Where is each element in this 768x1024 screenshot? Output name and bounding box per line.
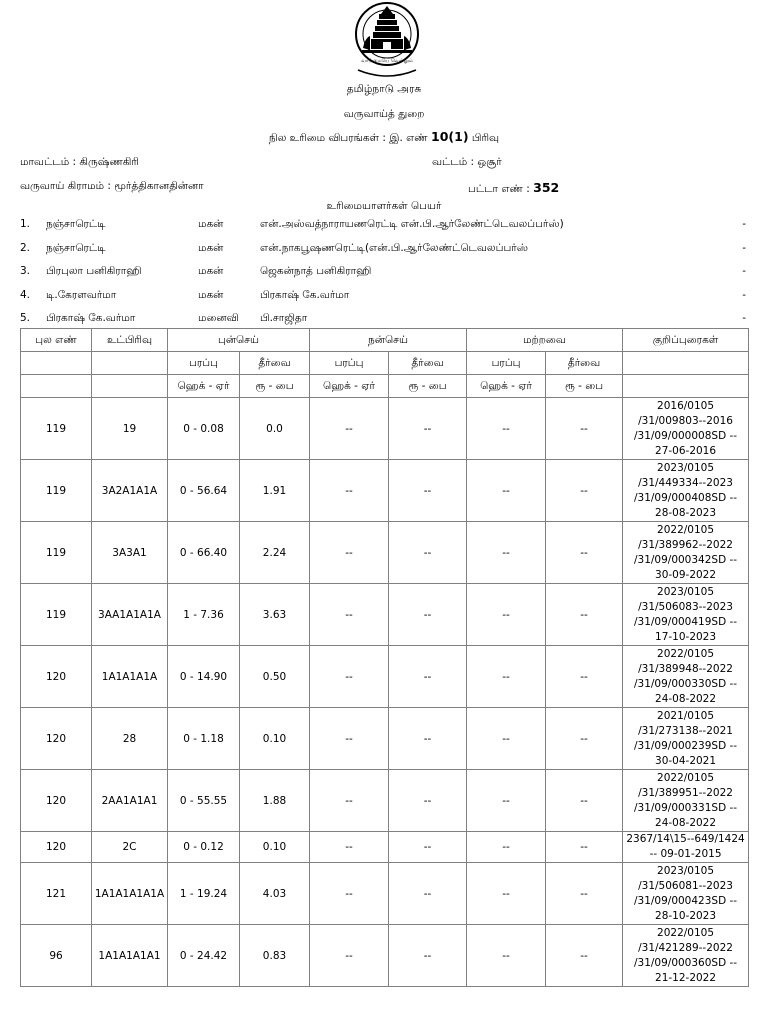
punjai-tax-cell: 0.10: [240, 832, 310, 863]
header-others: மற்றவை: [467, 329, 623, 352]
survey-number-cell: 119: [21, 398, 92, 460]
remarks-cell: 2022/0105 /31/389948--2022 /31/09/000330SD -- 24-08-2022: [623, 646, 749, 708]
village-label: வருவாய் கிராமம் : மூர்த்திகானதின்னா: [20, 180, 204, 192]
others-area-cell: --: [467, 863, 546, 925]
nanjai-area-cell: --: [310, 770, 389, 832]
punjai-area-cell: 0 - 24.42: [168, 925, 240, 987]
subdivision-cell: 3A3A1: [92, 522, 168, 584]
department-name: வருவாய்த் துறை: [343, 108, 425, 120]
owner-relation: மகன்: [198, 265, 224, 277]
remarks-cell: 2021/0105 /31/273138--2021 /31/09/000239SD -- 30-04-2021: [623, 708, 749, 770]
svg-text:வாய்மையே வெல்லும்: வாய்மையே வெல்லும்: [361, 58, 413, 64]
owner-father-name: என்.நாகபூஷணரெட்டி(என்.பி.ஆர்லேண்ட்டெவலப்பர்ஸ்: [260, 241, 529, 254]
nanjai-tax-cell: --: [389, 863, 467, 925]
punjai-tax-cell: 4.03: [240, 863, 310, 925]
patta-number: 352: [533, 180, 560, 195]
owner-number: 5.: [20, 312, 31, 324]
others-area-cell: --: [467, 708, 546, 770]
title-prefix: நில உரிமை விபரங்கள் : இ. எண்: [268, 132, 428, 144]
table-row: [21, 832, 749, 863]
subdivision-cell: 3AA1A1A1A: [92, 584, 168, 646]
owner-name: நஞ்சாரெட்டி: [46, 218, 106, 230]
owner-dash: -: [742, 288, 746, 301]
nanjai-tax-cell: --: [389, 832, 467, 863]
header-punjai-area: பரப்பு: [168, 352, 240, 375]
table-row: [21, 708, 749, 770]
survey-number-cell: 121: [21, 863, 92, 925]
subdivision-cell: 19: [92, 398, 168, 460]
remarks-cell: 2023/0105 /31/449334--2023 /31/09/000408SD -- 28-08-2023: [623, 460, 749, 522]
punjai-area-cell: 0 - 0.08: [168, 398, 240, 460]
header-nanjai-area-unit: ஹெக் - ஏர்: [310, 375, 389, 398]
nanjai-tax-cell: --: [389, 646, 467, 708]
others-area-cell: --: [467, 398, 546, 460]
header-others-area-unit: ஹெக் - ஏர்: [467, 375, 546, 398]
remarks-cell: 2023/0105 /31/506081--2023 /31/09/000423SD -- 28-10-2023: [623, 863, 749, 925]
owner-name: டி.கேரளவர்மா: [46, 288, 117, 301]
table-row: [21, 584, 749, 646]
others-tax-cell: --: [546, 770, 623, 832]
punjai-area-cell: 0 - 14.90: [168, 646, 240, 708]
patta-label: [468, 180, 559, 196]
header-punjai: புன்செய்: [168, 329, 310, 352]
nanjai-area-cell: --: [310, 398, 389, 460]
nanjai-area-cell: --: [310, 584, 389, 646]
punjai-tax-cell: 0.50: [240, 646, 310, 708]
owner-name: பிரபுலா பனிகிராஹி: [46, 265, 142, 277]
header-survey-number: புல எண்: [21, 329, 92, 352]
patta-prefix: பட்டா எண் :: [468, 183, 530, 195]
owner-relation: மனைவி: [198, 312, 239, 324]
owner-number: 2.: [20, 241, 31, 254]
survey-number-cell: 120: [21, 708, 92, 770]
others-area-cell: --: [467, 584, 546, 646]
remarks-cell: 2022/0105 /31/389962--2022 /31/09/000342SD -- 30-09-2022: [623, 522, 749, 584]
land-records-table: [20, 328, 749, 987]
others-area-cell: --: [467, 646, 546, 708]
owner-dash: -: [742, 265, 746, 277]
subdivision-cell: 1A1A1A1A: [92, 646, 168, 708]
nanjai-area-cell: --: [310, 832, 389, 863]
nanjai-tax-cell: --: [389, 460, 467, 522]
header-others-tax-unit: ரூ - பை: [546, 375, 623, 398]
owner-father-name: என்.அஸ்வத்நாராயணரெட்டி என்.பி.ஆர்லேண்ட்டெவலப்பர்ஸ்): [260, 218, 564, 230]
survey-number-cell: 120: [21, 832, 92, 863]
survey-number-cell: 120: [21, 646, 92, 708]
nanjai-tax-cell: --: [389, 398, 467, 460]
others-tax-cell: --: [546, 863, 623, 925]
punjai-area-cell: 0 - 1.18: [168, 708, 240, 770]
nanjai-tax-cell: --: [389, 770, 467, 832]
header-others-tax: தீர்வை: [546, 352, 623, 375]
punjai-area-cell: 0 - 55.55: [168, 770, 240, 832]
punjai-tax-cell: 0.10: [240, 708, 310, 770]
others-tax-cell: --: [546, 522, 623, 584]
header-punjai-tax: தீர்வை: [240, 352, 310, 375]
others-tax-cell: --: [546, 398, 623, 460]
nanjai-area-cell: --: [310, 863, 389, 925]
owner-dash: -: [742, 218, 746, 230]
district-label: மாவட்டம் : கிருஷ்ணகிரி: [20, 156, 139, 168]
nanjai-area-cell: --: [310, 708, 389, 770]
owner-relation: மகன்: [198, 218, 224, 230]
survey-number-cell: 119: [21, 522, 92, 584]
owner-father-name: பிரகாஷ் கே.வர்மா: [260, 288, 350, 301]
others-area-cell: --: [467, 460, 546, 522]
owner-name: பிரகாஷ் கே.வர்மா: [46, 312, 136, 324]
others-area-cell: --: [467, 832, 546, 863]
header-others-area: பரப்பு: [467, 352, 546, 375]
remarks-cell: 2367/14\15--649/1424 -- 09-01-2015: [623, 832, 749, 863]
header-nanjai: நன்செய்: [310, 329, 467, 352]
punjai-area-cell: 1 - 19.24: [168, 863, 240, 925]
header-nanjai-tax: தீர்வை: [389, 352, 467, 375]
others-tax-cell: --: [546, 646, 623, 708]
owner-name: நஞ்சாரெட்டி: [46, 241, 106, 254]
subdivision-cell: 1A1A1A1A1: [92, 925, 168, 987]
others-tax-cell: --: [546, 460, 623, 522]
title-number: 10(1): [431, 129, 469, 144]
others-area-cell: --: [467, 522, 546, 584]
others-tax-cell: --: [546, 584, 623, 646]
owner-father-name: பி.சாஜிதா: [260, 312, 308, 324]
header-punjai-tax-unit: ரூ - பை: [240, 375, 310, 398]
table-row: [21, 925, 749, 987]
punjai-area-cell: 0 - 66.40: [168, 522, 240, 584]
table-row: [21, 460, 749, 522]
subdivision-cell: 2C: [92, 832, 168, 863]
header-remarks: குறிப்புரைகள்: [623, 329, 749, 352]
table-row: [21, 398, 749, 460]
owner-row: [20, 265, 748, 281]
nanjai-tax-cell: --: [389, 522, 467, 584]
table-row: [21, 646, 749, 708]
punjai-tax-cell: 1.91: [240, 460, 310, 522]
owner-number: 4.: [20, 288, 31, 301]
owner-row: [20, 312, 748, 328]
remarks-cell: 2016/0105 /31/009803--2016 /31/09/000008SD -- 27-06-2016: [623, 398, 749, 460]
punjai-tax-cell: 0.83: [240, 925, 310, 987]
punjai-area-cell: 1 - 7.36: [168, 584, 240, 646]
subdivision-cell: 28: [92, 708, 168, 770]
land-records-body: [21, 398, 749, 987]
remarks-cell: 2022/0105 /31/421289--2022 /31/09/000360SD -- 21-12-2022: [623, 925, 749, 987]
header-nanjai-area: பரப்பு: [310, 352, 389, 375]
owner-father-name: ஜெகன்நாத் பனிகிராஹி: [260, 265, 372, 277]
table-row: [21, 770, 749, 832]
subdivision-cell: 1A1A1A1A1A: [92, 863, 168, 925]
header-punjai-area-unit: ஹெக் - ஏர்: [168, 375, 240, 398]
tamil-nadu-emblem-logo: [354, 0, 420, 78]
table-row: [21, 522, 749, 584]
others-area-cell: --: [467, 925, 546, 987]
survey-number-cell: 120: [21, 770, 92, 832]
punjai-area-cell: 0 - 0.12: [168, 832, 240, 863]
nanjai-area-cell: --: [310, 522, 389, 584]
table-row: [21, 863, 749, 925]
owner-row: [20, 289, 748, 305]
punjai-tax-cell: 2.24: [240, 522, 310, 584]
owner-row: [20, 242, 748, 258]
header-subdivision: உட்பிரிவு: [92, 329, 168, 352]
nanjai-area-cell: --: [310, 646, 389, 708]
survey-number-cell: 96: [21, 925, 92, 987]
owner-number: 1.: [20, 218, 31, 230]
nanjai-tax-cell: --: [389, 708, 467, 770]
taluk-label: வட்டம் : ஒசூர்: [432, 156, 502, 168]
document-title: [0, 129, 768, 145]
nanjai-tax-cell: --: [389, 584, 467, 646]
subdivision-cell: 2AA1A1A1: [92, 770, 168, 832]
owner-relation: மகன்: [198, 288, 224, 301]
punjai-area-cell: 0 - 56.64: [168, 460, 240, 522]
owner-dash: -: [742, 241, 746, 254]
subdivision-cell: 3A2A1A1A: [92, 460, 168, 522]
owner-relation: மகன்: [198, 241, 224, 254]
owners-heading: உரிமையாளர்கள் பெயர்: [326, 200, 442, 212]
owner-number: 3.: [20, 265, 31, 277]
owner-row: [20, 218, 748, 234]
others-tax-cell: --: [546, 832, 623, 863]
remarks-cell: 2023/0105 /31/506083--2023 /31/09/000419SD -- 17-10-2023: [623, 584, 749, 646]
others-area-cell: --: [467, 770, 546, 832]
owner-dash: -: [742, 312, 746, 324]
punjai-tax-cell: 1.88: [240, 770, 310, 832]
nanjai-tax-cell: --: [389, 925, 467, 987]
punjai-tax-cell: 0.0: [240, 398, 310, 460]
survey-number-cell: 119: [21, 460, 92, 522]
header-nanjai-tax-unit: ரூ - பை: [389, 375, 467, 398]
others-tax-cell: --: [546, 708, 623, 770]
nanjai-area-cell: --: [310, 925, 389, 987]
survey-number-cell: 119: [21, 584, 92, 646]
remarks-cell: 2022/0105 /31/389951--2022 /31/09/000331SD -- 24-08-2022: [623, 770, 749, 832]
government-name: தமிழ்நாடு அரசு: [346, 83, 422, 95]
title-suffix: பிரிவு: [471, 132, 500, 144]
punjai-tax-cell: 3.63: [240, 584, 310, 646]
others-tax-cell: --: [546, 925, 623, 987]
nanjai-area-cell: --: [310, 460, 389, 522]
